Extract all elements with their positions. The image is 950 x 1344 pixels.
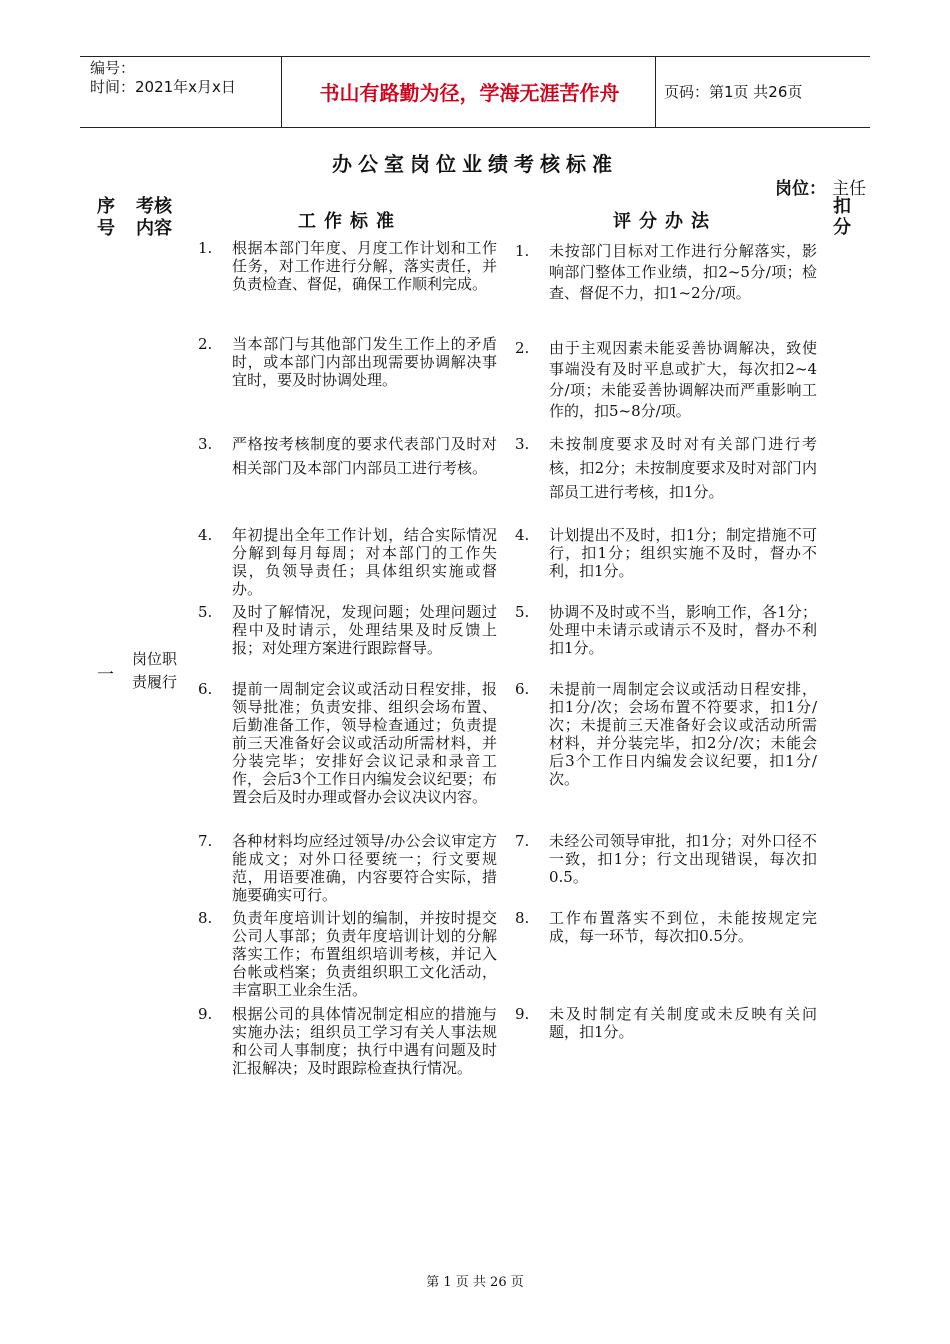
column-header-seq: 序号 xyxy=(97,196,115,239)
number-label: 编号： xyxy=(90,59,136,77)
document-header xyxy=(80,56,870,128)
document-title: 办公室岗位业绩考核标准 xyxy=(332,152,618,176)
section-seq: 一 xyxy=(97,665,114,685)
item-text: 年初提出全年工作计划，结合实际情况分解到每月每周；对本部门的工作失误，负领导责任；具体组织实施或督办。 xyxy=(232,526,497,598)
item-number: 7. xyxy=(515,832,530,850)
item-number: 8. xyxy=(515,909,530,927)
header-divider xyxy=(655,57,656,127)
item-text: 工作布置落实不到位，未能按规定完成，每一环节，每次扣0.5分。 xyxy=(549,909,817,945)
item-number: 6. xyxy=(515,680,530,698)
item-text: 严格按考核制度的要求代表部门及时对相关部门及本部门内部员工进行考核。 xyxy=(232,435,497,477)
item-text: 计划提出不及时，扣1分；制定措施不可行，扣1分；组织实施不及时，督办不利，扣1分。 xyxy=(549,526,817,580)
column-header-standard: 工作标准 xyxy=(298,211,402,232)
item-text: 负责年度培训计划的编制，并按时提交公司人事部；负责年度培训计划的分解落实工作；布置组织培训考核，并记入台帐或档案；负责组织职工文化活动，丰富职工业余生活。 xyxy=(232,909,497,999)
section-content: 岗位职责履行 xyxy=(132,650,178,691)
item-number: 9. xyxy=(198,1005,213,1023)
item-text: 根据本部门年度、月度工作计划和工作任务，对工作进行分解，落实责任，并负责检查、督促，确保工作顺利完成。 xyxy=(232,239,497,293)
item-number: 3. xyxy=(515,435,530,453)
item-text: 未经公司领导审批，扣1分；对外口径不一致，扣1分；行文出现错误，每次扣0.5。 xyxy=(549,832,817,886)
page-footer: 第 1 页 共 26 页 xyxy=(426,1275,524,1290)
item-number: 1. xyxy=(515,242,530,260)
column-header-deduction: 扣分 xyxy=(833,196,851,238)
item-text: 由于主观因素未能妥善协调解决，致使事端没有及时平息或扩大，每次扣2~4分/项；未能妥善协调解决而严重影响工作的，扣5~8分/项。 xyxy=(549,339,817,420)
item-number: 4. xyxy=(515,526,530,544)
item-text: 未提前一周制定会议或活动日程安排，扣1分/次；会场布置不符要求，扣1分/次；未提前三天准备好会议或活动所需材料，并分装完毕，扣2分/次；未能会后3个工作日内编发会议纪要，扣1分/次。 xyxy=(549,680,817,788)
item-text: 当本部门与其他部门发生工作上的矛盾时，或本部门内部出现需要协调解决事宜时，要及时协调处理。 xyxy=(232,335,497,389)
item-text: 未及时制定有关制度或未反映有关问题，扣1分。 xyxy=(549,1005,817,1041)
post-value: 主任 xyxy=(832,179,866,199)
item-text: 各种材料均应经过领导/办公会议审定方能成文；对外口径要统一；行文要规范，用语要准确，内容要符合实际，措施要确实可行。 xyxy=(232,832,497,904)
item-number: 8. xyxy=(198,909,213,927)
post-label: 岗位： xyxy=(775,179,826,199)
item-number: 2. xyxy=(198,335,213,353)
item-number: 6. xyxy=(198,680,213,698)
item-text: 提前一周制定会议或活动日程安排，报领导批准；负责安排、组织会场布置、后勤准备工作，领导检查通过；负责提前三天准备好会议或活动所需材料，并分装完毕；安排好会议记录和录音工作，会后3个工作日内编发会议纪要；布置会后及时办理或督办会议决议内容。 xyxy=(232,680,497,806)
item-number: 1. xyxy=(198,239,213,257)
header-motto: 书山有路勤为径，学海无涯苦作舟 xyxy=(319,81,620,105)
item-number: 2. xyxy=(515,339,530,357)
item-number: 7. xyxy=(198,832,213,850)
item-number: 5. xyxy=(198,603,213,621)
time-label: 时间：2021年x月x日 xyxy=(90,78,236,96)
item-number: 4. xyxy=(198,526,213,544)
item-text: 根据公司的具体情况制定相应的措施与实施办法；组织员工学习有关人事法规和公司人事制度；执行中遇有问题及时汇报解决；及时跟踪检查执行情况。 xyxy=(232,1005,497,1077)
item-text: 未按制度要求及时对有关部门进行考核，扣2分；未按制度要求及时对部门内部员工进行考核，扣1分。 xyxy=(549,435,817,501)
header-meta xyxy=(90,59,236,97)
item-number: 9. xyxy=(515,1005,530,1023)
header-page-info: 页码：第1页 共26页 xyxy=(664,83,803,101)
item-number: 3. xyxy=(198,435,213,453)
item-text: 协调不及时或不当，影响工作，各1分；处理中未请示或请示不及时，督办不利扣1分。 xyxy=(549,603,817,657)
item-text: 及时了解情况，发现问题；处理问题过程中及时请示，处理结果及时反馈上报；对处理方案进行跟踪督导。 xyxy=(232,603,497,657)
item-text: 未按部门目标对工作进行分解落实，影响部门整体工作业绩，扣2~5分/项；检查、督促不力，扣1~2分/项。 xyxy=(549,242,817,302)
column-header-method: 评分办法 xyxy=(613,211,717,232)
item-number: 5. xyxy=(515,603,530,621)
column-header-content: 考核内容 xyxy=(136,196,172,239)
